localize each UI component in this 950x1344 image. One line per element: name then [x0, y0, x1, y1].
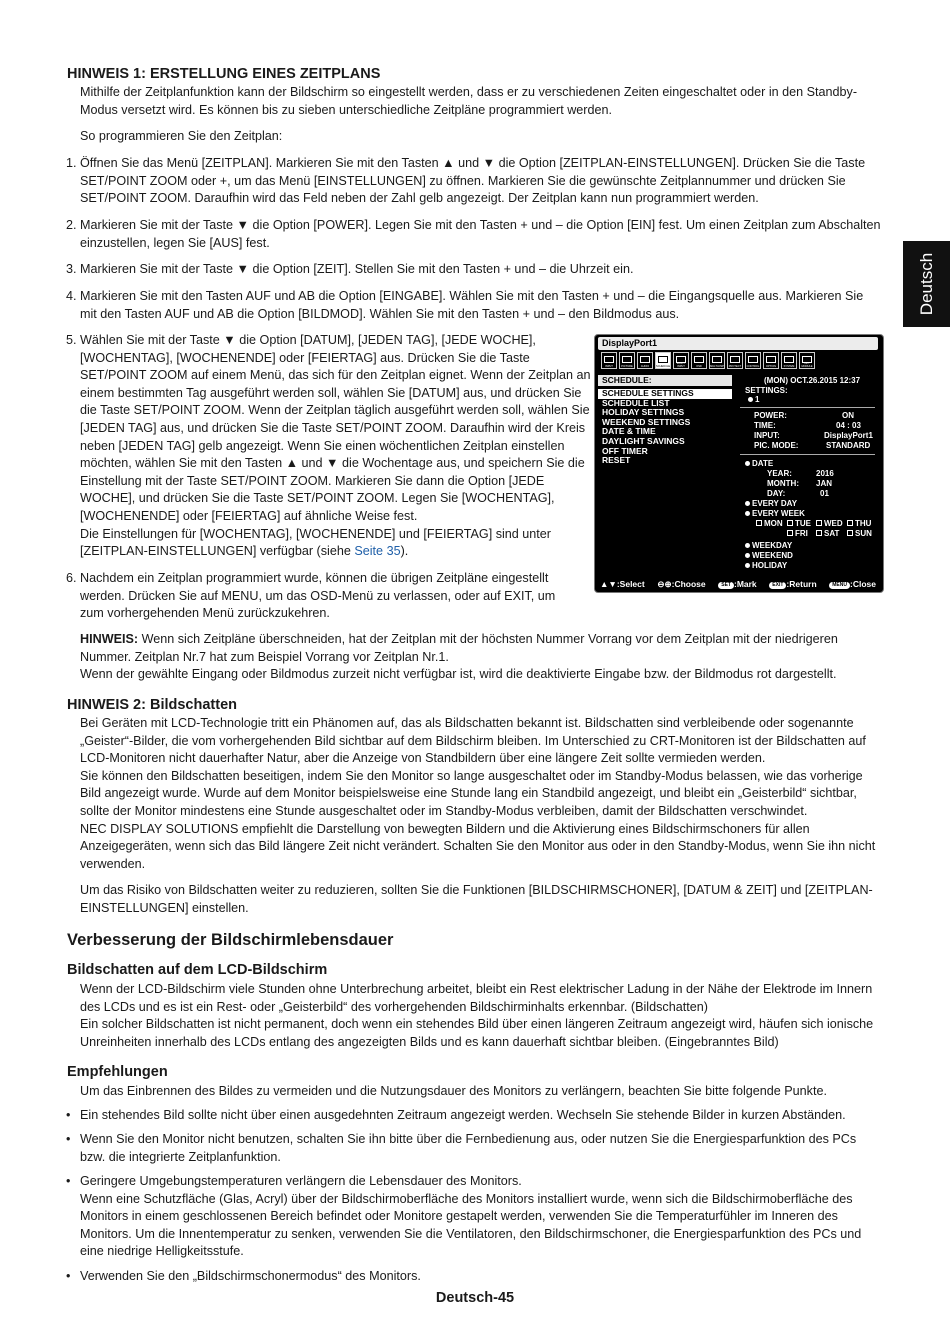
osd-key-mark: SET :Mark — [718, 578, 756, 590]
osd-time-value[interactable]: 04 : 03 — [836, 421, 861, 430]
osd-tab-label: OPT MODULE — [801, 362, 813, 368]
osd-day-checkbox[interactable] — [787, 519, 811, 529]
osd-weekend-option[interactable] — [745, 551, 793, 561]
osd-every-day-option[interactable] — [745, 499, 797, 509]
osd-input-value[interactable]: DisplayPort1 — [824, 431, 873, 440]
osd-month-value[interactable]: JAN — [816, 479, 833, 488]
osd-tab-glyph-icon — [748, 356, 758, 363]
osd-key-choose-label: Choose — [674, 579, 706, 589]
osd-key-guide — [598, 578, 878, 590]
osd-date: (MON) OCT.26.2015 12:37 — [764, 376, 861, 385]
osd-day-label: MON — [764, 519, 783, 528]
osd-menu-screenshot — [594, 334, 884, 593]
osd-menu-item[interactable]: DATE & TIME — [602, 426, 656, 437]
checkbox-icon — [756, 520, 762, 526]
subsection-heading: Empfehlungen — [67, 1064, 168, 1080]
bullet-item-main: Geringere Umgebungstemperaturen verlängern die Lebensdauer des Monitors. — [80, 1174, 522, 1188]
checkbox-icon — [787, 530, 793, 536]
osd-schedule-menu — [598, 375, 732, 575]
step-1-text: Öffnen Sie das Menü [ZEITPLAN]. Markieren Sie mit den Tasten ▲ und ▼ die Option [ZEITPLAN-EINSTELLUNGEN]. Drücken Sie die Taste SET/POINT ZOOM oder +, um das Menü [EINSTELLUNGEN] zu öffnen. Markieren Sie die gewünschte Zeitplannummer und drücken Sie SET/POINT ZOOM. Daraufhin wird das Feld neben der Zahl gelb angezeigt. Der Zeitplan kann nun programmiert werden. — [80, 156, 866, 206]
osd-tab-label: MULTI-INPUT — [676, 362, 686, 368]
osd-menu-item[interactable]: HOLIDAY SETTINGS — [602, 407, 685, 418]
osd-tab-glyph-icon — [766, 356, 776, 363]
osd-divider — [740, 407, 875, 408]
osd-tab-label: PICTURE — [621, 365, 633, 368]
osd-settings-label: SETTINGS: — [745, 386, 788, 395]
exit-key-icon: EXIT — [769, 582, 786, 589]
osd-tab-protect-icon[interactable] — [727, 352, 743, 369]
osd-every-week-label: EVERY WEEK — [752, 509, 805, 518]
checkbox-icon — [816, 520, 822, 526]
osd-day-label: SAT — [824, 529, 840, 538]
osd-tab-schedule-icon[interactable] — [655, 352, 671, 369]
osd-day-label: SUN — [855, 529, 872, 538]
subsection-heading: Bildschatten auf dem LCD-Bildschirm — [67, 962, 328, 978]
osd-every-day-label: EVERY DAY — [752, 499, 798, 508]
osd-tab-label: SCHEDULE — [656, 365, 671, 368]
osd-menu-item[interactable]: RESET — [602, 455, 631, 466]
step-number: 3. — [66, 262, 77, 276]
osd-day-checkbox[interactable] — [847, 519, 871, 529]
hinweis1-note — [80, 631, 882, 684]
osd-day-checkbox[interactable] — [816, 529, 839, 539]
step-4-text: Markieren Sie mit den Tasten AUF und AB die Option [EINGABE]. Wählen Sie mit den Tasten + und – die Eingangsquelle aus. Markieren Sie mit den Tasten AUF und AB die Option [BILDMOD]. Wählen Sie mit den Tasten + und – den Bildmodus aus. — [80, 289, 864, 321]
up-down-icon: ▲▼ — [600, 579, 617, 589]
osd-tab-audio-icon[interactable] — [637, 352, 653, 369]
osd-tab-label: OPTION — [766, 365, 776, 368]
osd-tab-multi-dsp-icon[interactable] — [709, 352, 725, 369]
osd-weekend-label: WEEKEND — [752, 551, 793, 560]
page-footer: Deutsch-45 — [435, 1290, 515, 1306]
osd-tab-glyph-icon — [784, 356, 794, 363]
osd-year-value[interactable]: 2016 — [816, 469, 834, 478]
osd-day-checkbox[interactable] — [816, 519, 843, 529]
osd-weekday-label: WEEKDAY — [752, 541, 793, 550]
osd-tab-glyph-icon — [604, 356, 614, 363]
hinweis2-p4: Um das Risiko von Bildschatten weiter zu reduzieren, sollten Sie die Funktionen [BILDSCHIRMSCHONER], [DATUM & ZEIT] und [ZEITPLAN-EINSTELLUNGEN] einstellen. — [80, 883, 873, 915]
subsection1-p1: Wenn der LCD-Bildschirm viele Stunden ohne Unterbrechung arbeitet, bleibt ein Rest elektrischer Ladung in der Nähe der Elektrode im Innern des LCDs und es ist ein Rest- oder „Geisterbild“ des vorhergehenden Bildschirminhalts erkennbar. (Bildschatten) — [80, 982, 873, 1014]
osd-time-label: TIME: — [754, 421, 776, 430]
osd-menu-item[interactable]: SCHEDULE LIST — [602, 397, 670, 408]
page-link[interactable]: Seite 35 — [354, 544, 401, 559]
radio-icon — [745, 461, 750, 466]
osd-key-return: EXIT :Return — [769, 578, 816, 590]
osd-day-checkbox[interactable] — [756, 519, 783, 529]
radio-icon — [745, 511, 750, 516]
osd-settings-panel — [736, 375, 879, 575]
osd-icon-bar — [601, 352, 815, 369]
osd-tab-label: CONTROL — [746, 365, 760, 368]
hinweis2-heading: HINWEIS 2: Bildschatten — [67, 697, 237, 713]
radio-icon — [745, 543, 750, 548]
bullet-icon: • — [66, 1174, 71, 1188]
hinweis2-text — [80, 715, 882, 873]
osd-tab-label: SYSTEM — [783, 365, 795, 368]
osd-settings-number-value: 1 — [755, 395, 760, 404]
step-number: 5. — [66, 333, 77, 347]
osd-tab-glyph-icon — [622, 356, 632, 363]
osd-input-title: DisplayPort1 — [598, 337, 878, 350]
osd-tab-label: OSD — [696, 365, 702, 368]
note-text: Wenn sich Zeitpläne überschneiden, hat der Zeitplan mit der höchsten Nummer Vorrang vor dem Zeitplan mit der niedrigeren Nummer. Zeitplan Nr.7 hat zum Beispiel Vorrang vor Zeitplan Nr.1. — [80, 632, 838, 664]
osd-tab-glyph-icon — [694, 356, 704, 363]
osd-date-option-label: DATE — [752, 459, 774, 468]
checkbox-icon — [787, 520, 793, 526]
note-text-2: Wenn der gewählte Eingang oder Bildmodus zurzeit nicht verfügbar ist, wird die deaktivierte Eingabe bzw. der Bildmodus rot dargestellt. — [80, 667, 837, 682]
hinweis1-intro: Mithilfe der Zeitplanfunktion kann der Bildschirm so eingestellt werden, dass er zu verschiedenen Zeiten eingeschaltet oder in den Standby-Modus versetzt wird. Es können bis zu sieben unterschiedliche Zeitpläne programmiert werden. — [80, 85, 858, 117]
step-5-text — [80, 332, 592, 561]
osd-key-return-label: Return — [789, 579, 817, 589]
osd-tab-input-icon[interactable] — [601, 352, 617, 369]
osd-day-label: TUE — [795, 519, 811, 528]
bullet-icon: • — [66, 1108, 71, 1122]
language-tab-label: Deutsch — [916, 252, 936, 316]
osd-holiday-label: HOLIDAY — [752, 561, 788, 570]
language-tab — [903, 241, 950, 327]
osd-tab-opt-module-icon[interactable] — [799, 352, 815, 369]
hinweis2-p1: Bei Geräten mit LCD-Technologie tritt ein Phänomen auf, das als Bildschatten bekannt ist. Bildschatten sind verbleibende oder sogenannte „Geister“-Bilder, die vom vorhergehenden Bild sichtbar auf dem Bildschirm bleiben. Im Unterschied zu CRT-Monitoren ist der Bildschatten auf LCD-Monitoren nicht dauerhafter Natur, aber die Anzeige von Standbildern über eine längere Zeit sollte vermieden werden. — [80, 716, 866, 766]
bullet-item: Ein stehendes Bild sollte nicht über einen ausgedehnten Zeitraum angezeigt werden. Wechseln Sie stehende Bilder in kurzen Abständen. — [80, 1108, 846, 1122]
bullet-icon: • — [66, 1269, 71, 1283]
subsection1-text — [80, 981, 882, 1051]
osd-tab-multi-input-icon[interactable] — [673, 352, 689, 369]
hinweis1-heading: HINWEIS 1: ERSTELLUNG EINES ZEITPLANS — [67, 66, 381, 82]
osd-month-label: MONTH: — [767, 479, 799, 488]
osd-menu-item[interactable]: WEEKEND SETTINGS — [602, 416, 691, 427]
osd-tab-picture-icon[interactable] — [619, 352, 635, 369]
bullet-item-extra: Wenn eine Schutzfläche (Glas, Acryl) über der Bildschirmoberfläche des Monitors installiert wurde, wenn sich die Bildschirmoberfläche des Monitors in einem geschlossenen Bereich befindet oder Monitore gestapelt werden, verwenden Sie die Temperaturfühler im Inneren des Monitors. Um die Innentemperatur zu senken, verwenden Sie die Ventilatoren, den Bildschirmschoner, die Energiesparfunktion des PCs und eine niedrige Helligkeitsstufe. — [80, 1191, 862, 1259]
osd-input-label: INPUT: — [754, 431, 780, 440]
radio-icon — [745, 501, 750, 506]
radio-icon — [745, 553, 750, 558]
step-5-main: Wählen Sie mit der Taste ▼ die Option [DATUM], [JEDEN TAG], [JEDE WOCHE], [WOCHENTAG], [WOCHENENDE] oder [FEIERTAG] aus. Drücken Sie die Taste SET/POINT ZOOM auf einem Menü, das sich für den Zeitplan eignet. Wenn der Zeitplan an einem bestimmten Tag ausgeführt werden soll, wählen Sie [DATUM] aus, und drücken Sie die Taste SET/POINT ZOOM. Wenn der Zeitplan täglich ausgeführt werden soll, wählen Sie [JEDEN TAG] aus, und drücken Sie die Taste SET/POINT ZOOM. Daraufhin wird der Kreis neben [JEDEN TAG] gelb angezeigt. Wenn Sie einen wöchentlichen Zeitplan einstellen möchten, wählen Sie mit den Tasten ▲ und ▼ die Wochentage aus, und speichern Sie die Einstellung mit der Taste SET/POINT ZOOM. Markieren Sie dann die Option [JEDE WOCHE], und drücken Sie die Taste SET/POINT ZOOM. Legen Sie [WOCHENTAG], [WOCHENENDE] oder [FEIERTAG] auf ähnliche Weise fest. — [80, 333, 591, 523]
osd-day-label: WED — [824, 519, 843, 528]
bullet-icon: • — [66, 1132, 71, 1146]
osd-tab-glyph-icon — [730, 356, 740, 363]
osd-tab-control-icon[interactable] — [745, 352, 761, 369]
minus-plus-icon: ⊖⊕ — [657, 579, 672, 589]
osd-key-close: MENU :Close — [829, 578, 876, 590]
osd-holiday-option[interactable] — [745, 561, 787, 571]
osd-tab-glyph-icon — [658, 356, 668, 363]
checkbox-icon — [847, 530, 853, 536]
osd-key-select: ▲▼:Select — [600, 579, 645, 589]
osd-day-label: THU — [855, 519, 872, 528]
osd-tab-label: PROTECT — [728, 365, 742, 368]
step-3-text: Markieren Sie mit der Taste ▼ die Option [ZEIT]. Stellen Sie mit den Tasten + und – die Uhrzeit ein. — [80, 262, 634, 276]
bullet-item: Verwenden Sie den „Bildschirmschonermodus“ des Monitors. — [80, 1269, 421, 1283]
osd-day-checkbox[interactable] — [847, 529, 872, 539]
osd-year-label: YEAR: — [767, 469, 792, 478]
set-key-icon: SET — [718, 582, 734, 589]
menu-key-icon: MENU — [829, 582, 850, 589]
step-number: 2. — [66, 218, 77, 232]
step-5-closing: ). — [400, 544, 409, 559]
osd-tab-osd-icon[interactable] — [691, 352, 707, 369]
step-6-text: Nachdem ein Zeitplan programmiert wurde, können die übrigen Zeitpläne eingestellt werden. Drücken Sie auf MENU, um das OSD-Menü zu verlassen, oder auf EXIT, um zum vorhergehenden Menü zurückzukehren. — [80, 571, 556, 621]
osd-key-close-label: Close — [852, 579, 876, 589]
osd-tab-option-icon[interactable] — [763, 352, 779, 369]
checkbox-icon — [847, 520, 853, 526]
note-label: HINWEIS: — [80, 632, 139, 646]
hinweis2-p3: NEC DISPLAY SOLUTIONS empfiehlt die Darstellung von bewegten Bildern und die Aktivierung eines Bildschirmschoners für allen Anzeigegeräten, wenn sich das Bild längere Zeit nicht verändert. Schalten Sie den Monitor aus oder in den Standby-Modus, wenn Sie ihn nicht verwenden. — [80, 821, 876, 871]
osd-key-mark-label: Mark — [736, 579, 757, 589]
step-number: 4. — [66, 289, 77, 303]
step-5-settings-note: Die Einstellungen für [WOCHENTAG], [WOCHENENDE] und [FEIERTAG] sind unter [ZEITPLAN-EINSTELLUNGEN] verfügbar (siehe — [80, 526, 552, 559]
osd-menu-item[interactable]: OFF TIMER — [602, 445, 648, 456]
radio-icon — [748, 397, 753, 402]
osd-menu-item[interactable]: DAYLIGHT SAVINGS — [602, 435, 685, 446]
osd-pic-value[interactable]: STANDARD — [826, 441, 871, 450]
step-2-text: Markieren Sie mit der Taste ▼ die Option [POWER]. Legen Sie mit den Tasten + und – die Option [EIN] fest. Um einen Zeitplan zum Abschalten einzustellen, legen Sie [AUS] fest. — [80, 218, 881, 250]
osd-menu-item[interactable]: SCHEDULE SETTINGS — [598, 389, 732, 399]
osd-power-label: POWER: — [754, 411, 787, 420]
recommendations-intro: Um das Einbrennen des Bildes zu vermeiden und die Nutzungsdauer des Monitors zu verlängern, beachten Sie bitte folgende Punkte. — [80, 1084, 827, 1098]
osd-weekday-option[interactable] — [745, 541, 792, 551]
step-number: 6. — [66, 571, 77, 585]
osd-key-choose: ⊖⊕:Choose — [657, 579, 706, 589]
osd-schedule-header: SCHEDULE: — [598, 375, 732, 386]
osd-tab-glyph-icon — [712, 356, 722, 363]
subsection1-p2: Ein solcher Bildschatten ist nicht permanent, doch wenn ein stehendes Bild über einen längeren Zeitraum angezeigt wird, häufen sich ionische Unreinheiten innerhalb des LCDs entlang des angezeigten Bilds und es kann dauerhaft sichtbar bleiben. (Eingebranntes Bild) — [80, 1017, 874, 1049]
hinweis1-howto: So programmieren Sie den Zeitplan: — [80, 129, 283, 143]
osd-day-label: FRI — [795, 529, 808, 538]
osd-every-week-option[interactable] — [745, 509, 805, 519]
osd-day-value[interactable]: 01 — [820, 489, 829, 498]
radio-icon — [745, 563, 750, 568]
osd-day-label: DAY: — [767, 489, 786, 498]
osd-date-option[interactable] — [745, 459, 773, 469]
osd-key-select-label: Select — [619, 579, 645, 589]
bullet-item: Wenn Sie den Monitor nicht benutzen, schalten Sie ihn bitte über die Fernbedienung aus, oder nutzen Sie die Energiesparfunktion des PCs bzw. die integrierte Zeitplanfunktion. — [80, 1132, 857, 1164]
bullet-item — [80, 1173, 882, 1261]
osd-pic-label: PIC. MODE: — [754, 441, 799, 450]
osd-day-checkbox[interactable] — [787, 529, 808, 539]
hinweis2-p2: Sie können den Bildschatten beseitigen, indem Sie den Monitor so lange ausgeschaltet oder im Standby-Modus belassen, wie das vorherige Bild angezeigt wurde. Wurde auf dem Monitor beispielsweise eine Stunde lang ein Standbild angezeigt, und bleibt ein „Geisterbild“ sichtbar, sollte der Monitor mindestens eine Stunde ausgeschaltet oder im Standby-Modus verbleiben, damit der Bildschatten verschwindet. — [80, 768, 863, 818]
osd-tab-label: AUDIO — [640, 365, 650, 368]
osd-power-value[interactable]: ON — [842, 411, 854, 420]
osd-divider — [740, 454, 875, 455]
osd-settings-number[interactable] — [748, 395, 759, 405]
section-heading: Verbesserung der Bildschirmlebensdauer — [67, 931, 394, 949]
osd-tab-label: INPUT — [605, 365, 613, 368]
osd-tab-system-icon[interactable] — [781, 352, 797, 369]
step-number: 1. — [66, 156, 77, 170]
checkbox-icon — [816, 530, 822, 536]
osd-tab-label: MULTI-DSP — [710, 365, 724, 368]
osd-tab-glyph-icon — [640, 356, 650, 363]
